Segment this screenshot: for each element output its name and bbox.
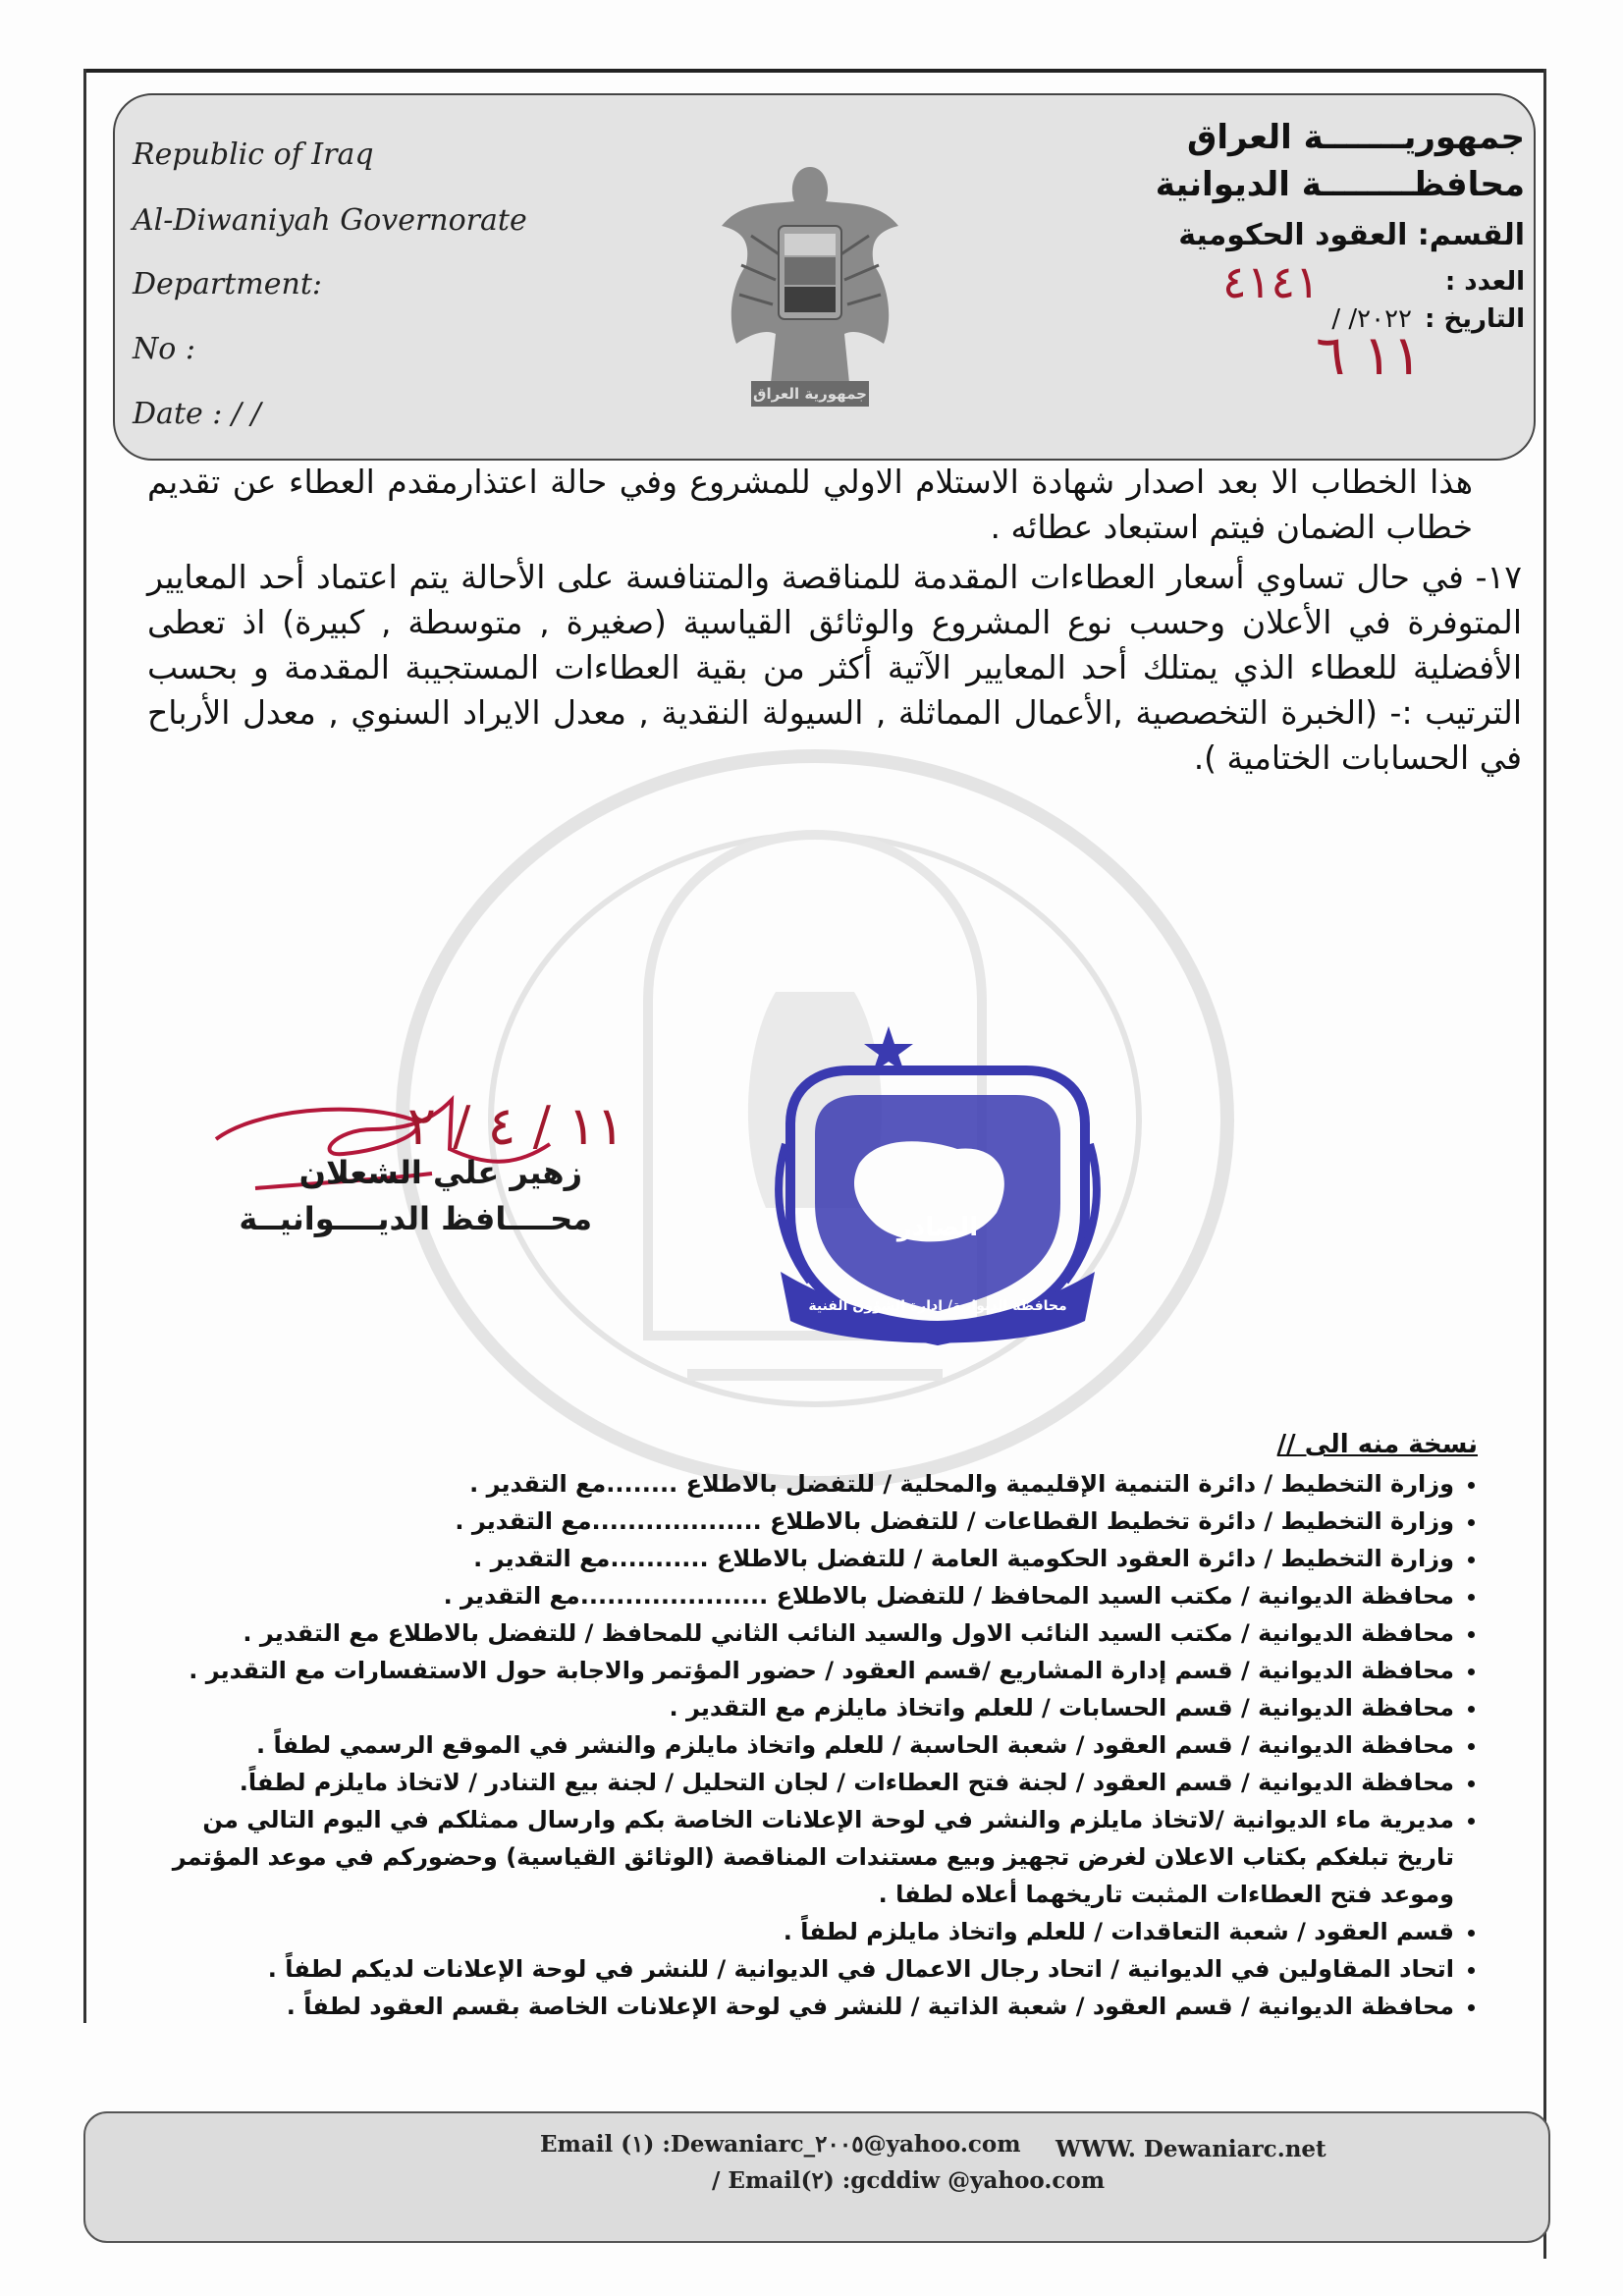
paragraph-continuation: هذا الخطاب الا بعد اصدار شهادة الاستلام الاولي للمشروع وفي حالة اعتذارمقدم العطاء عن تقديم خطاب الضمان فيتم استبعاد عطائه . bbox=[147, 463, 1473, 546]
footer-email-1: Email (١) :Dewaniarc_٢٠٠٥@yahoo.com bbox=[540, 2131, 1021, 2158]
footer-website: WWW. Dewaniarc.net bbox=[1055, 2136, 1326, 2162]
list-item: • محافظة الديوانية / قسم الحسابات / للعلم واتخاذ مايلزم مع التقدير . bbox=[162, 1689, 1454, 1726]
list-item: • وزارة التخطيط / دائرة تخطيط القطاعات / للتفضل بالاطلاع ...................مع التقدير . bbox=[162, 1503, 1454, 1540]
body-item-17 bbox=[147, 555, 1522, 781]
list-item: • وزارة التخطيط / دائرة العقود الحكومية العامة / للتفضل بالاطلاع ...........مع التقدير . bbox=[162, 1540, 1454, 1577]
signature-handwritten-date: ١١ / ٤ / ٢ bbox=[407, 1095, 625, 1157]
ar-governorate: محافظــــــــة الديوانية bbox=[1155, 165, 1525, 204]
list-item: • محافظة الديوانية / قسم إدارة المشاريع /قسم العقود / حضور المؤتمر والاجابة حول الاستفسارات مع التقدير . bbox=[162, 1652, 1454, 1689]
en-date: Date : / / bbox=[133, 397, 261, 431]
copies-section bbox=[162, 1426, 1478, 2025]
emblem-caption: جمهورية العراق bbox=[753, 385, 867, 403]
ar-date-printed: ٢٠٢٢/ / bbox=[1331, 304, 1412, 334]
list-item: • قسم العقود / شعبة التعاقدات / للعلم واتخاذ مايلزم لطفاً . bbox=[162, 1913, 1454, 1950]
list-item: • محافظة الديوانية / قسم العقود / لجنة فتح العطاءات / لجان التحليل / لجنة بيع التنادر / لاتخاذ مايلزم لطفاً. bbox=[162, 1764, 1454, 1801]
seal-center-text: الصادر bbox=[896, 1213, 979, 1242]
list-item: • مديرية ماء الديوانية /لاتخاذ مايلزم والنشر في لوحة الإعلانات الخاصة بكم وارسال ممثلكم في اليوم التالي من تاريخ تبلغكم بكتاب الاعلان لغرض تجهيز وبيع مستندات المناقصة (الوثائق القياسية) وحضوركم في موعد المؤتمر وموعد فتح العطاءات المثبت تاريخهما أعلاه لطفا . bbox=[162, 1801, 1454, 1913]
en-governorate: Al-Diwaniyah Governorate bbox=[133, 203, 527, 238]
list-item: • وزارة التخطيط / دائرة التنمية الإقليمية والمحلية / للتفضل بالاطلاع ........مع التقدير . bbox=[162, 1465, 1454, 1503]
page-border-left bbox=[83, 69, 86, 2023]
signatory-name: زهير علي الشعلان bbox=[298, 1154, 582, 1191]
list-item: • محافظة الديوانية / مكتب السيد المحافظ / للتفضل بالاطلاع .....................مع التقدير . bbox=[162, 1577, 1454, 1614]
handwritten-date: ١١ ٦ bbox=[1316, 324, 1423, 388]
ar-department: القسم: العقود الحكومية bbox=[1178, 218, 1525, 252]
ar-date-label: التاريخ : bbox=[1425, 304, 1525, 334]
footer-email-2: / Email(٢) :gcddiw @yahoo.com bbox=[712, 2167, 1106, 2194]
list-item: • محافظة الديوانية / قسم العقود / شعبة الحاسبة / للعلم واتخاذ مايلزم والنشر في الموقع الرسمي لطفاً . bbox=[162, 1726, 1454, 1764]
seal-ribbon-text: محافظة الديوانية/ ادارة الشؤون الفنية bbox=[808, 1298, 1067, 1314]
list-item: • اتحاد المقاولين في الديوانية / اتحاد رجال الاعمال في الديوانية / للنشر في لوحة الإعلانات لديكم لطفاً . bbox=[162, 1950, 1454, 1988]
iraq-eagle-emblem bbox=[712, 147, 908, 412]
ar-country: جمهوريـــــــة العراق bbox=[1186, 118, 1525, 157]
issued-seal bbox=[771, 1026, 1105, 1380]
en-department: Department: bbox=[133, 267, 322, 301]
copies-list bbox=[162, 1465, 1478, 2025]
page-border-top bbox=[83, 69, 1546, 73]
en-number: No : bbox=[133, 332, 195, 366]
handwritten-reference-number: ٤١٤١ bbox=[1222, 255, 1320, 308]
item-17-text: ١٧- في حال تساوي أسعار العطاءات المقدمة للمناقصة والمتنافسة على الأحالة يتم اعتماد أحد المعايير المتوفرة في الأعلان وحسب نوع المشروع والوثائق القياسية (صغيرة , متوسطة , كبيرة) اذ تعطى الأفضلية للعطاء الذي يمتلك أحد المعايير الآتية أكثر من بقية العطاءات المستجيبة المقدمة و بحسب الترتيب :- (الخبرة التخصصية ,الأعمال المماثلة , السيولة النقدية , معدل الايراد السنوي , معدل الأرباح في الحسابات الختامية ). bbox=[147, 558, 1522, 777]
list-item: • محافظة الديوانية / قسم العقود / شعبة الذاتية / للنشر في لوحة الإعلانات الخاصة بقسم العقود لطفاً . bbox=[162, 1988, 1454, 2025]
signatory-title: محــــافظ الديــــوانيــة bbox=[239, 1200, 592, 1237]
ar-number-label: العدد : bbox=[1444, 267, 1525, 297]
list-item: • محافظة الديوانية / مكتب السيد النائب الاول والسيد النائب الثاني للمحافظ / للتفضل بالاطلاع مع التقدير . bbox=[162, 1614, 1454, 1652]
en-country: Republic of Iraq bbox=[133, 137, 374, 172]
page-border-right bbox=[1543, 69, 1546, 2259]
copies-title: نسخة منه الى // bbox=[1276, 1430, 1478, 1459]
body-paragraph-continuation bbox=[147, 460, 1473, 550]
